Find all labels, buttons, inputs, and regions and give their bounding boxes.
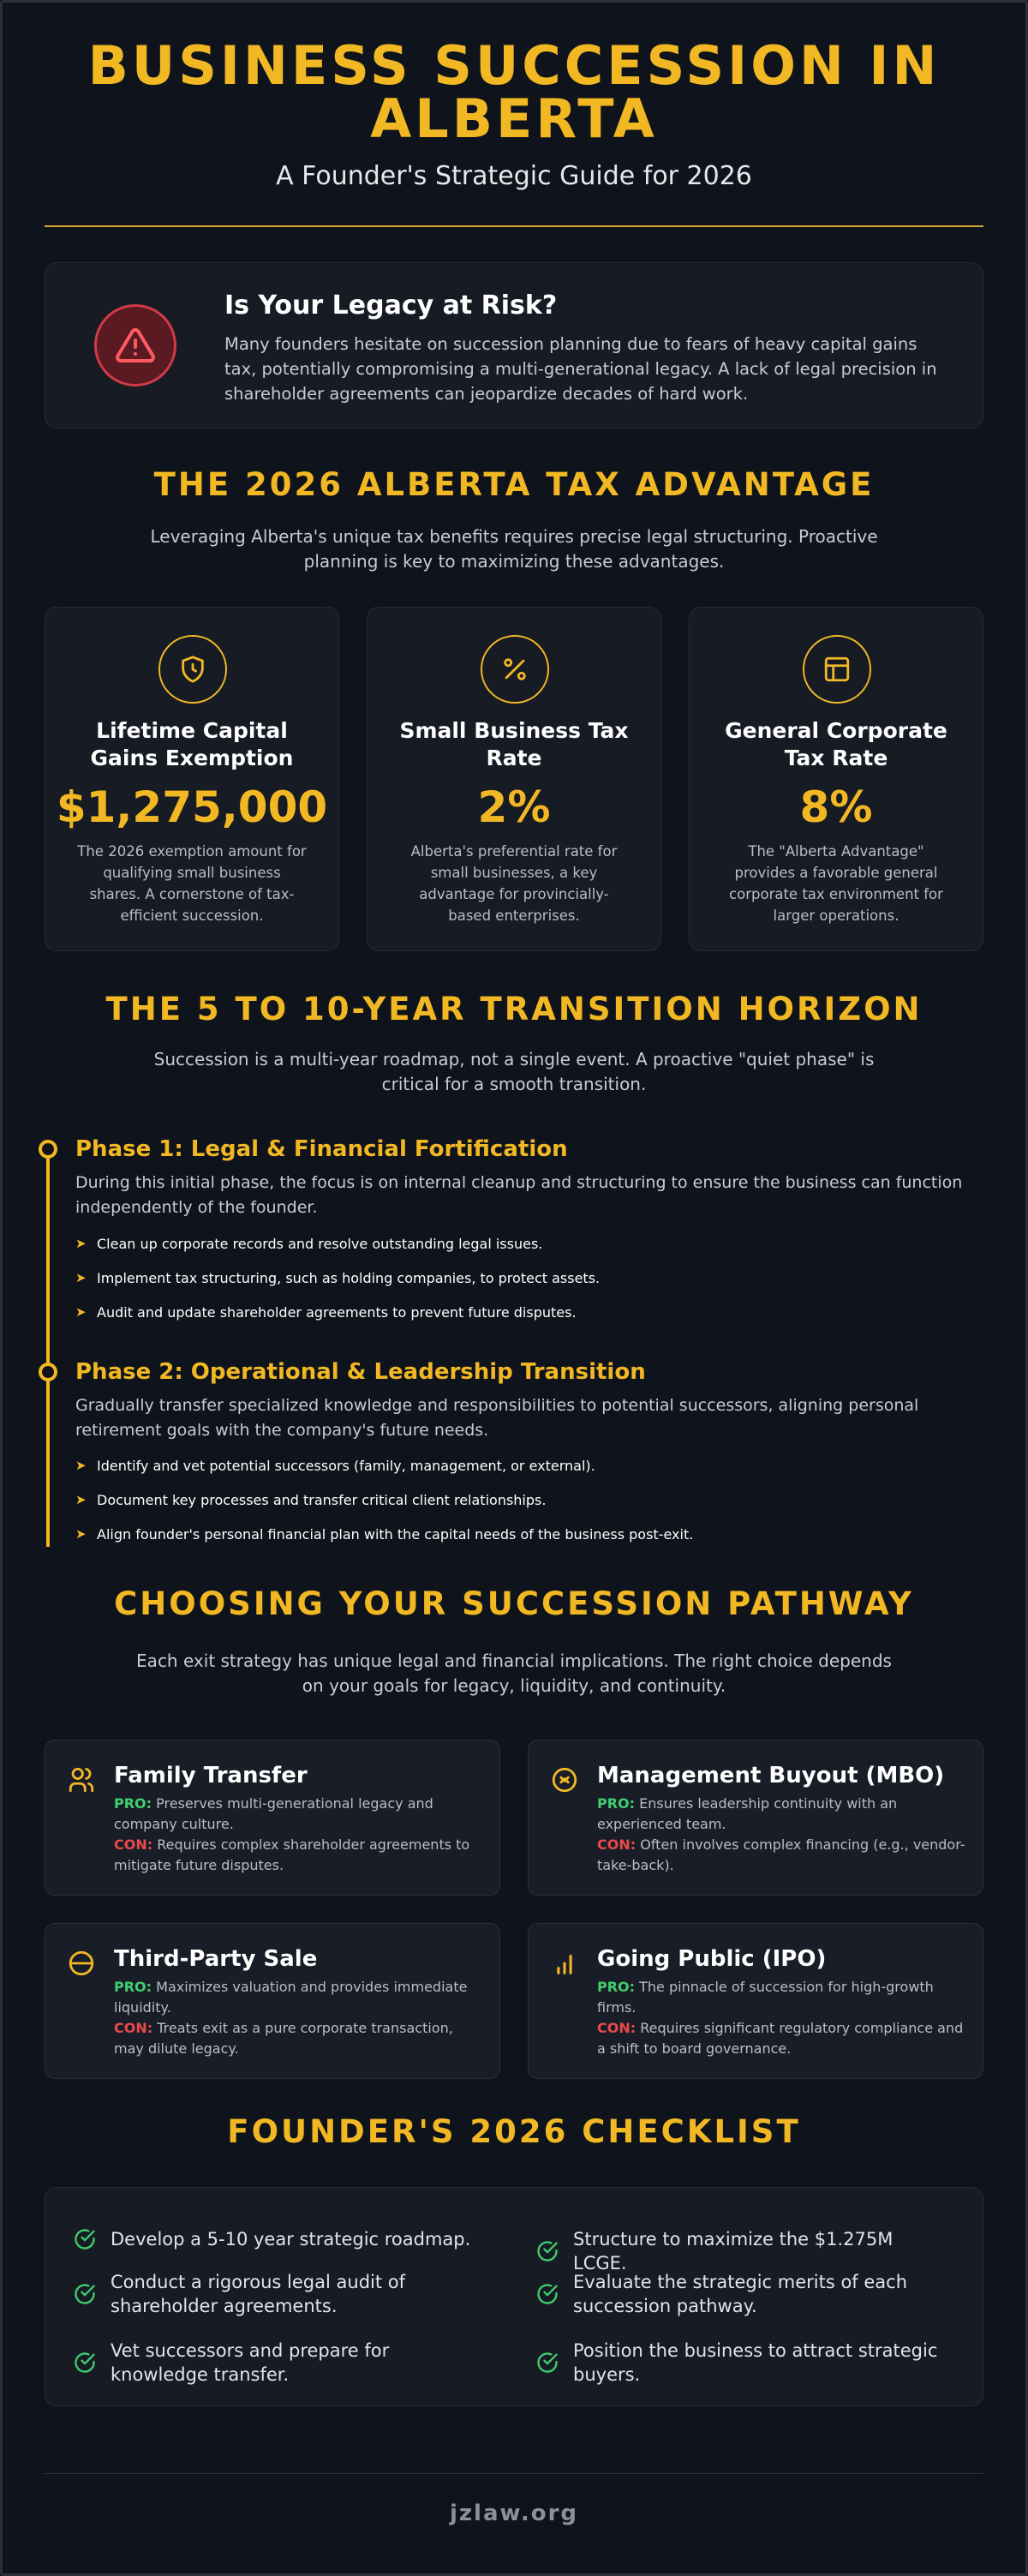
risk-callout bbox=[45, 262, 983, 428]
pathway-title: Family Transfer bbox=[114, 1763, 308, 1788]
stat-name: Lifetime Capital Gains Exemption bbox=[90, 718, 294, 770]
checklist-item: Conduct a rigorous legal audit of shareholder agreements. bbox=[73, 2270, 484, 2318]
timeline-line bbox=[46, 1148, 50, 1547]
list-item: ➤ Audit and update shareholder agreements to prevent future disputes. bbox=[75, 1303, 577, 1321]
pathway-card-third-party bbox=[45, 1923, 500, 2079]
arrow-icon: ➤ bbox=[75, 1236, 87, 1251]
footer-divider bbox=[45, 2473, 983, 2474]
list-item: ➤ Document key processes and transfer critical client relationships. bbox=[75, 1491, 547, 1508]
transition-section-intro: Succession is a multi-year roadmap, not a single event. A proactive "quiet phase" is critical for a smooth transition. bbox=[153, 1049, 875, 1094]
stat-card-corporate bbox=[689, 607, 983, 951]
stat-description: The 2026 exemption amount for qualifying small business shares. A cornerstone of tax-efficient succession. bbox=[77, 843, 307, 924]
risk-text: Many founders hesitate on succession planning due to fears of heavy capital gains tax, potentially compromising a multi-generational legacy. A lack of legal precision in shareholder agreements can jeopardize decades of hard work. bbox=[224, 334, 937, 404]
check-circle-icon bbox=[535, 2282, 559, 2306]
layout-icon bbox=[803, 635, 871, 704]
tax-section-title: THE 2026 ALBERTA TAX ADVANTAGE bbox=[153, 466, 875, 503]
checklist-section-title: FOUNDER'S 2026 CHECKLIST bbox=[227, 2113, 801, 2150]
handshake-icon bbox=[549, 1764, 580, 1795]
pathway-body: PRO: Preserves multi-generational legacy and company culture. CON: Requires complex shareholder agreements to mitigate future disputes. bbox=[114, 1795, 470, 1873]
arrow-icon: ➤ bbox=[75, 1526, 87, 1542]
phase-1-title: Phase 1: Legal & Financial Fortification bbox=[75, 1136, 568, 1162]
stat-name: General Corporate Tax Rate bbox=[725, 718, 947, 770]
timeline-dot bbox=[39, 1363, 57, 1381]
arrow-icon: ➤ bbox=[75, 1304, 87, 1320]
transition-section-title: THE 5 TO 10-YEAR TRANSITION HORIZON bbox=[105, 991, 923, 1027]
footer-site-link[interactable]: jzlaw.org bbox=[449, 2501, 579, 2526]
percent-icon bbox=[481, 635, 549, 704]
pathway-title: Management Buyout (MBO) bbox=[597, 1763, 945, 1788]
stat-description: Alberta's preferential rate for small businesses, a key advantage for provincially-based enterprises. bbox=[410, 843, 618, 924]
warning-triangle-icon bbox=[94, 304, 176, 386]
globe-icon bbox=[66, 1948, 97, 1979]
timeline-dot bbox=[39, 1140, 57, 1159]
phase-1-list bbox=[75, 1226, 600, 1329]
stat-description: The "Alberta Advantage" provides a favorable general corporate tax environment for larger operations. bbox=[729, 843, 943, 924]
pathway-section-title: CHOOSING YOUR SUCCESSION PATHWAY bbox=[114, 1585, 914, 1622]
users-icon bbox=[66, 1764, 97, 1795]
bar-chart-icon bbox=[549, 1948, 580, 1979]
list-item: ➤ Implement tax structuring, such as holding companies, to protect assets. bbox=[75, 1269, 601, 1286]
list-item: ➤ Identify and vet potential successors (family, management, or external). bbox=[75, 1457, 595, 1474]
stat-value: 8% bbox=[799, 782, 873, 832]
arrow-icon: ➤ bbox=[75, 1270, 87, 1285]
checklist-item: Develop a 5-10 year strategic roadmap. bbox=[73, 2227, 484, 2251]
arrow-icon: ➤ bbox=[75, 1458, 87, 1473]
checklist-item: Evaluate the strategic merits of each succession pathway. bbox=[535, 2270, 947, 2318]
stat-card-small-business bbox=[367, 607, 661, 951]
pathway-card-mbo bbox=[528, 1740, 983, 1896]
arrow-icon: ➤ bbox=[75, 1492, 87, 1507]
pathway-card-family bbox=[45, 1740, 500, 1896]
checklist-item: Position the business to attract strategic buyers. bbox=[535, 2339, 947, 2387]
pathway-title: Third-Party Sale bbox=[114, 1946, 318, 1972]
phase-2-text: Gradually transfer specialized knowledge and responsibilities to potential successors, aligning personal retirement goals with the company's future needs. bbox=[75, 1396, 919, 1440]
pathway-title: Going Public (IPO) bbox=[597, 1946, 827, 1972]
pathway-section-intro: Each exit strategy has unique legal and financial implications. The right choice depends on your goals for legacy, liquidity, and continuity. bbox=[136, 1650, 892, 1696]
checklist-item: Structure to maximize the $1.275M LCGE. bbox=[535, 2227, 947, 2275]
checklist-panel bbox=[45, 2187, 983, 2406]
check-circle-icon bbox=[535, 2351, 559, 2375]
pathway-body: PRO: Maximizes valuation and provides immediate liquidity. CON: Treats exit as a pure corporate transaction, may dilute legacy. bbox=[114, 1979, 468, 2057]
phase-2-list bbox=[75, 1448, 693, 1551]
check-circle-icon bbox=[73, 2227, 97, 2251]
check-circle-icon bbox=[73, 2351, 97, 2375]
tax-section-intro: Leveraging Alberta's unique tax benefits requires precise legal structuring. Proactive planning is key to maximizing these advantages. bbox=[150, 526, 878, 572]
page-subtitle: A Founder's Strategic Guide for 2026 bbox=[276, 161, 752, 191]
phase-1-text: During this initial phase, the focus is on internal cleanup and structuring to ensure the business can function independently of the founder. bbox=[75, 1173, 963, 1217]
pathway-body: PRO: Ensures leadership continuity with an experienced team. CON: Often involves complex financing (e.g., vendor-take-back). bbox=[597, 1795, 965, 1873]
check-circle-icon bbox=[535, 2239, 559, 2263]
stat-value: $1,275,000 bbox=[56, 782, 328, 832]
risk-title: Is Your Legacy at Risk? bbox=[224, 291, 558, 321]
phase-2-title: Phase 2: Operational & Leadership Transition bbox=[75, 1359, 646, 1385]
check-circle-icon bbox=[73, 2282, 97, 2306]
stat-value: 2% bbox=[477, 782, 551, 832]
list-item: ➤ Clean up corporate records and resolve outstanding legal issues. bbox=[75, 1235, 543, 1252]
shield-clock-icon bbox=[158, 635, 227, 704]
stat-name: Small Business Tax Rate bbox=[399, 718, 629, 770]
stat-card-lcge bbox=[45, 607, 339, 951]
list-item: ➤ Align founder's personal financial plan with the capital needs of the business post-exit. bbox=[75, 1525, 694, 1543]
pathway-body: PRO: The pinnacle of succession for high-growth firms. CON: Requires significant regulatory compliance and a shift to board governance. bbox=[597, 1979, 964, 2057]
checklist-item: Vet successors and prepare for knowledge transfer. bbox=[73, 2339, 484, 2387]
page-title: BUSINESS SUCCESSION IN ALBERTA bbox=[87, 34, 941, 150]
pathway-card-ipo bbox=[528, 1923, 983, 2079]
